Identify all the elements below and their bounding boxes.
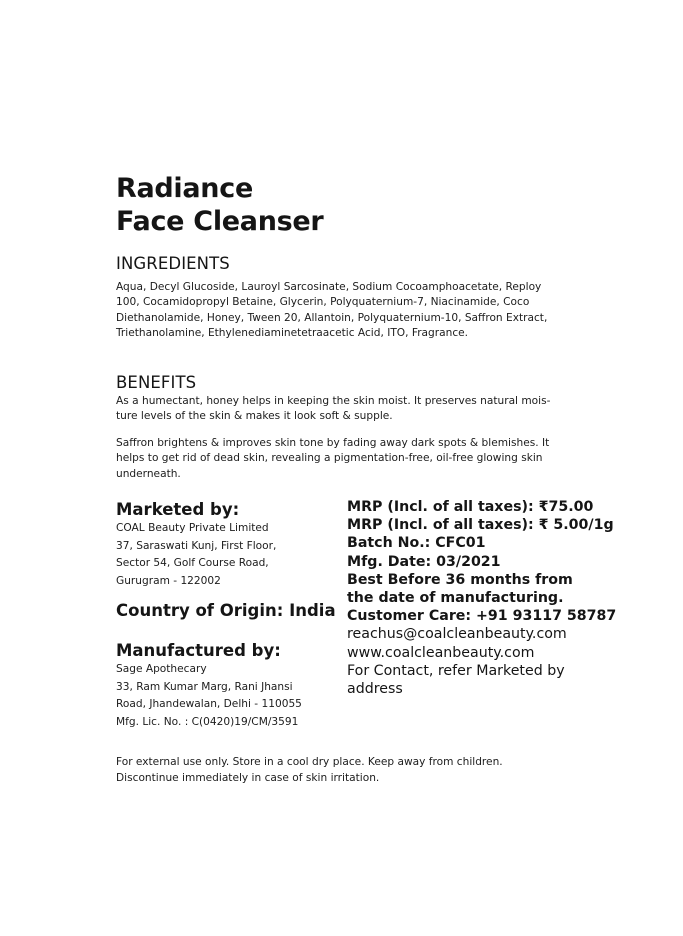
ingredients-line: Triethanolamine, Ethylenediaminetetraacetic Acid, ITO, Fragrance. [116, 326, 469, 339]
manufactured-by-line: 33, Ram Kumar Marg, Rani Jhansi [116, 680, 293, 693]
manufactured-by-line: Mfg. Lic. No. : C(0420)19/CM/3591 [116, 715, 299, 728]
manufactured-by-line: Sage Apothecary [116, 663, 207, 675]
marketed-by-line: 37, Saraswati Kunj, First Floor, [116, 539, 277, 552]
mrp-per-gram: MRP (Incl. of all taxes): ₹ 5.00/1g [347, 517, 614, 534]
pricing-info [347, 498, 616, 698]
usage-warning [116, 755, 503, 786]
contact-email: reachus@coalcleanbeauty.com [347, 626, 567, 643]
ingredients-list [116, 280, 547, 341]
marketed-by-heading: Marketed by: [116, 500, 240, 519]
product-title-line-2: Face Cleanser [116, 206, 324, 237]
marketed-by-address [116, 520, 276, 590]
marketed-by-line: Sector 54, Golf Course Road, [116, 557, 269, 569]
benefits-paragraph-2 [116, 436, 549, 482]
product-title [116, 172, 323, 238]
contact-note-line-1: For Contact, refer Marketed by [347, 662, 565, 679]
manufactured-by-heading: Manufactured by: [116, 641, 281, 660]
usage-warning-line-2: Discontinue immediately in case of skin irritation. [116, 771, 380, 784]
ingredients-line: 100, Cocamidopropyl Betaine, Glycerin, Polyquaternium-7, Niacinamide, Coco [116, 296, 530, 309]
best-before-line-1: Best Before 36 months from [347, 571, 573, 588]
benefits-line: Saffron brightens & improves skin tone by fading away dark spots & blemishes. It [116, 437, 550, 449]
mfg-date: Mfg. Date: 03/2021 [347, 553, 501, 570]
product-title-line-1: Radiance [116, 173, 253, 204]
website: www.coalcleanbeauty.com [347, 644, 535, 661]
mrp: MRP (Incl. of all taxes): ₹75.00 [347, 499, 594, 515]
contact-note-line-2: address [347, 681, 403, 698]
ingredients-heading: INGREDIENTS [116, 254, 230, 273]
benefits-line: ture levels of the skin & makes it look soft & supple. [116, 410, 393, 423]
marketed-by-line: COAL Beauty Private Limited [116, 522, 269, 534]
usage-warning-line-1: For external use only. Store in a cool dry place. Keep away from children. [116, 756, 503, 768]
manufactured-by-address [116, 661, 302, 731]
customer-care: Customer Care: +91 93117 58787 [347, 608, 617, 625]
benefits-line: helps to get rid of dead skin, revealing a pigmentation-free, oil-free glowing skin [116, 452, 543, 465]
benefits-heading: BENEFITS [116, 373, 197, 392]
manufactured-by-line: Road, Jhandewalan, Delhi - 110055 [116, 698, 302, 710]
benefits-line: underneath. [116, 467, 181, 480]
benefits-paragraph-1 [116, 394, 550, 425]
ingredients-line: Aqua, Decyl Glucoside, Lauroyl Sarcosinate, Sodium Cocoamphoacetate, Reploy [116, 281, 542, 293]
batch-number: Batch No.: CFC01 [347, 535, 486, 552]
best-before-line-2: the date of manufacturing. [347, 590, 564, 607]
country-of-origin: Country of Origin: India [116, 601, 336, 620]
benefits-line: As a humectant, honey helps in keeping the skin moist. It preserves natural mois- [116, 395, 551, 407]
marketed-by-line: Gurugram - 122002 [116, 574, 221, 587]
ingredients-line: Diethanolamide, Honey, Tween 20, Allantoin, Polyquaternium-10, Saffron Extract, [116, 311, 548, 324]
